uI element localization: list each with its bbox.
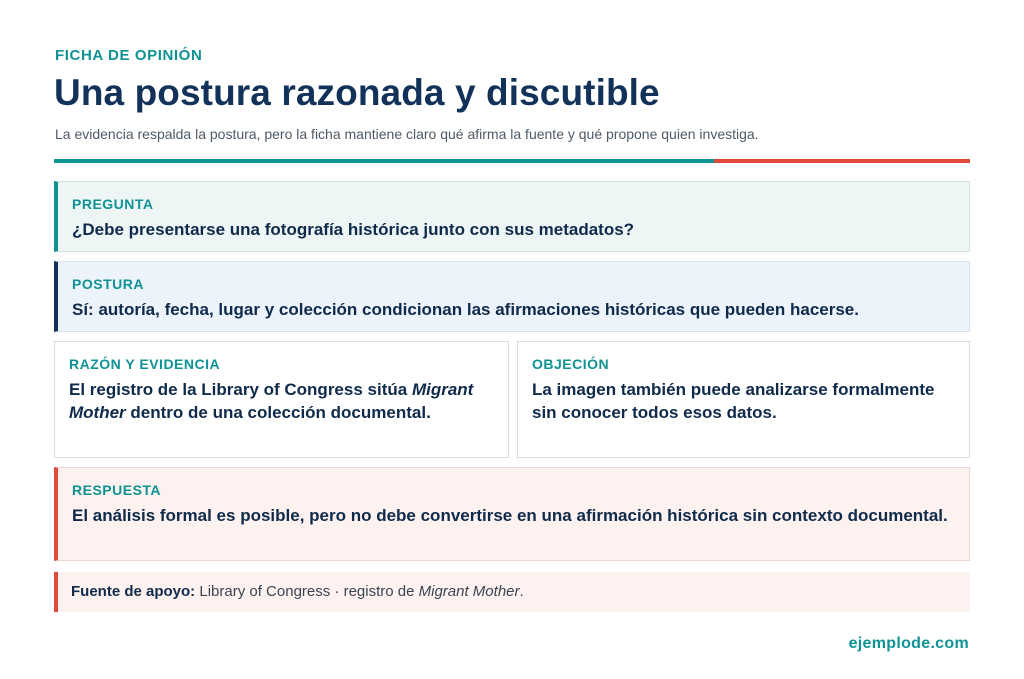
reason-text-before: El registro de la Library of Congress sitúa — [69, 380, 408, 399]
reason-text-italic: Migrant Mother — [69, 380, 474, 422]
divider-red-segment — [714, 159, 970, 163]
question-text: ¿Debe presentarse una fotografía histórica junto con sus metadatos? — [72, 220, 635, 239]
reason-text-after: dentro de una colección documental. — [130, 403, 431, 422]
source-note — [54, 572, 970, 612]
answer-card — [54, 467, 970, 561]
page-title: Una postura razonada y discutible — [54, 72, 660, 113]
answer-text: El análisis formal es posible, pero no debe convertirse en una afirmación histórica sin contexto documental. — [72, 506, 948, 525]
answer-label: RESPUESTA — [72, 482, 162, 498]
reason-label: RAZÓN Y EVIDENCIA — [69, 356, 221, 372]
source-label: Fuente de apoyo: — [71, 583, 196, 600]
source-text-after: . — [519, 583, 524, 600]
objection-label: OBJECIÓN — [532, 356, 610, 372]
reason-evidence-card — [54, 341, 509, 458]
position-card — [54, 261, 970, 332]
reason-text — [69, 378, 496, 424]
divider-teal-segment — [54, 159, 714, 163]
question-card — [54, 181, 970, 252]
kicker: FICHA DE OPINIÓN — [55, 47, 203, 64]
position-label: POSTURA — [72, 276, 144, 292]
accent-divider — [54, 159, 970, 163]
source-text-italic: Migrant Mother — [418, 583, 520, 600]
source-text-before: Library of Congress · registro de — [199, 583, 415, 600]
question-label: PREGUNTA — [72, 196, 154, 212]
objection-text: La imagen también puede analizarse formalmente sin conocer todos esos datos. — [532, 380, 935, 422]
objection-card — [517, 341, 970, 458]
site-footer: ejemplode.com — [848, 635, 969, 652]
position-text: Sí: autoría, fecha, lugar y colección condicionan las afirmaciones históricas que pueden hacerse. — [72, 300, 859, 319]
page-subtitle: La evidencia respalda la postura, pero la ficha mantiene claro qué afirma la fuente y qué propone quien investiga. — [55, 126, 759, 142]
